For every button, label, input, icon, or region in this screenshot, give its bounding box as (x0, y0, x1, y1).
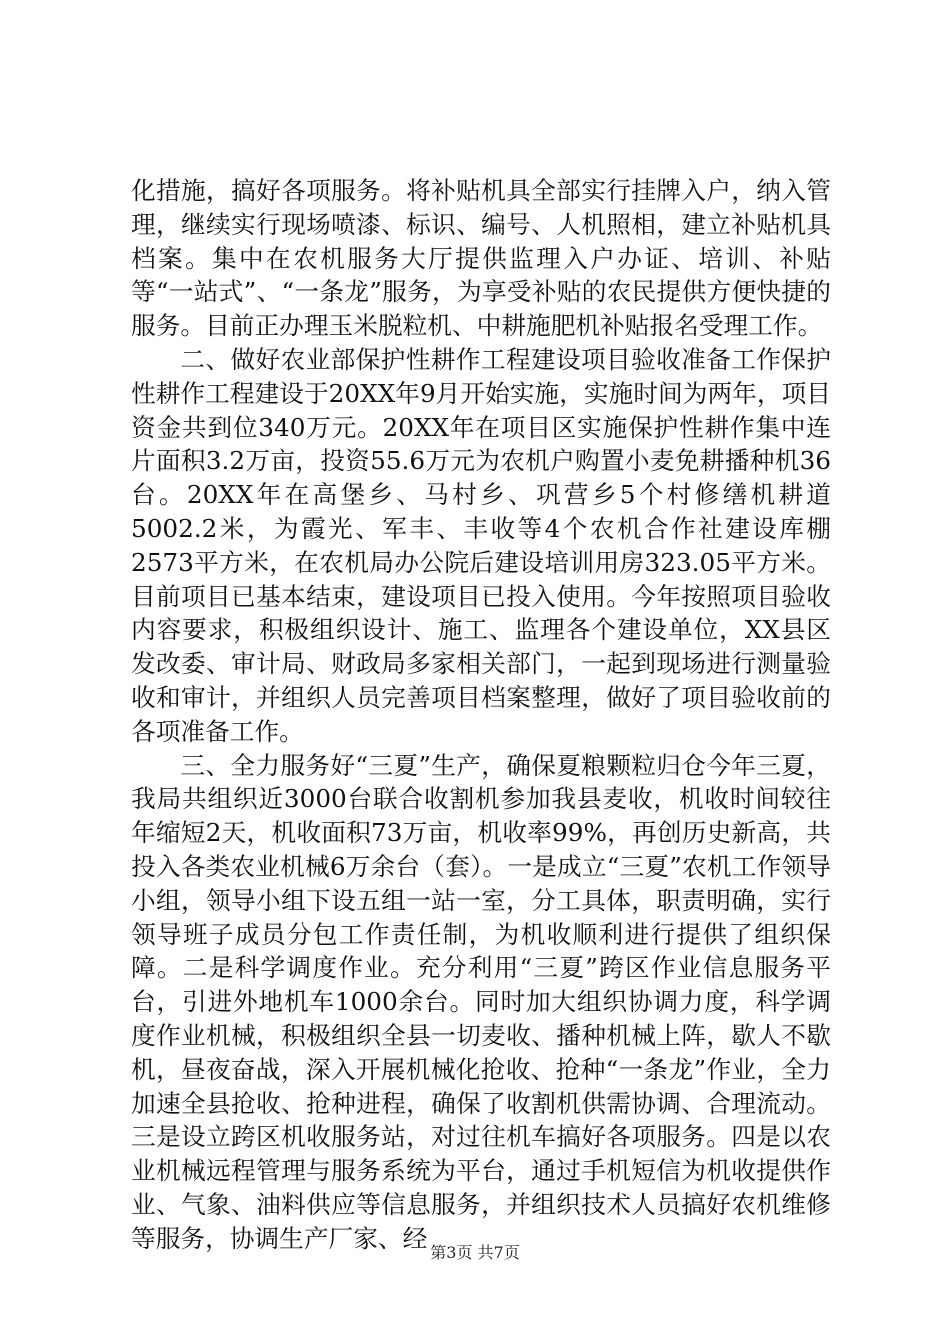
paragraph-1: 化措施，搞好各项服务。将补贴机具全部实行挂牌入户，纳入管理，继续实行现场喷漆、标识、编号、人机照相，建立补贴机具档案。集中在农机服务大厅提供监理入户办证、培训、补贴等“一站式”、“一条龙”服务，为享受补贴的农民提供方便快捷的服务。目前正办理玉米脱粒机、中耕施肥机补贴报名受理工作。 (131, 176, 831, 341)
paragraph-2: 二、做好农业部保护性耕作工程建设项目验收准备工作保护性耕作工程建设于20XX年9月开始实施，实施时间为两年，项目资金共到位340万元。20XX年在项目区实施保护性耕作集中连片面积3.2万亩，投资55.6万元为农机户购置小麦免耕播种机36台。20XX年在高堡乡、马村乡、巩营乡5个村修缮机耕道5002.2米，为霞光、军丰、丰收等4个农机合作社建设库棚2573平方米，在农机局办公院后建设培训用房323.05平方米。目前项目已基本结束，建设项目已投入使用。今年按照项目验收内容要求，积极组织设计、施工、监理各个建设单位，XX县区发改委、审计局、财政局多家相关部门，一起到现场进行测量验收和审计，并组织人员完善项目档案整理，做好了项目验收前的各项准备工作。 (131, 344, 831, 746)
page-number-label: 第3页 共7页 (430, 1243, 520, 1262)
paragraph-3: 三、全力服务好“三夏”生产，确保夏粮颗粒归仓今年三夏，我局共组织近3000台联合收割机参加我县麦收，机收时间较往年缩短2天，机收面积73万亩，机收率99%，再创历史新高，共投入各类农业机械6万余台（套）。一是成立“三夏”农机工作领导小组，领导小组下设五组一站一室，分工具体，职责明确，实行领导班子成员分包工作责任制，为机收顺利进行提供了组织保障。二是科学调度作业。充分利用“三夏”跨区作业信息服务平台，引进外地机车1000余台。同时加大组织协调力度，科学调度作业机械，积极组织全县一切麦收、播种机械上阵，歇人不歇机，昼夜奋战，深入开展机械化抢收、抢种“一条龙”作业，全力加速全县抢收、抢种进程，确保了收割机供需协调、合理流动。三是设立跨区机收服务站，对过往机车搞好各项服务。四是以农业机械远程管理与服务系统为平台，通过手机短信为机收提供作业、气象、油料供应等信息服务，并组织技术人员搞好农机维修等服务，协调生产厂家、经 (131, 750, 831, 1253)
page-footer (0, 1240, 950, 1263)
body-text (131, 174, 831, 1256)
